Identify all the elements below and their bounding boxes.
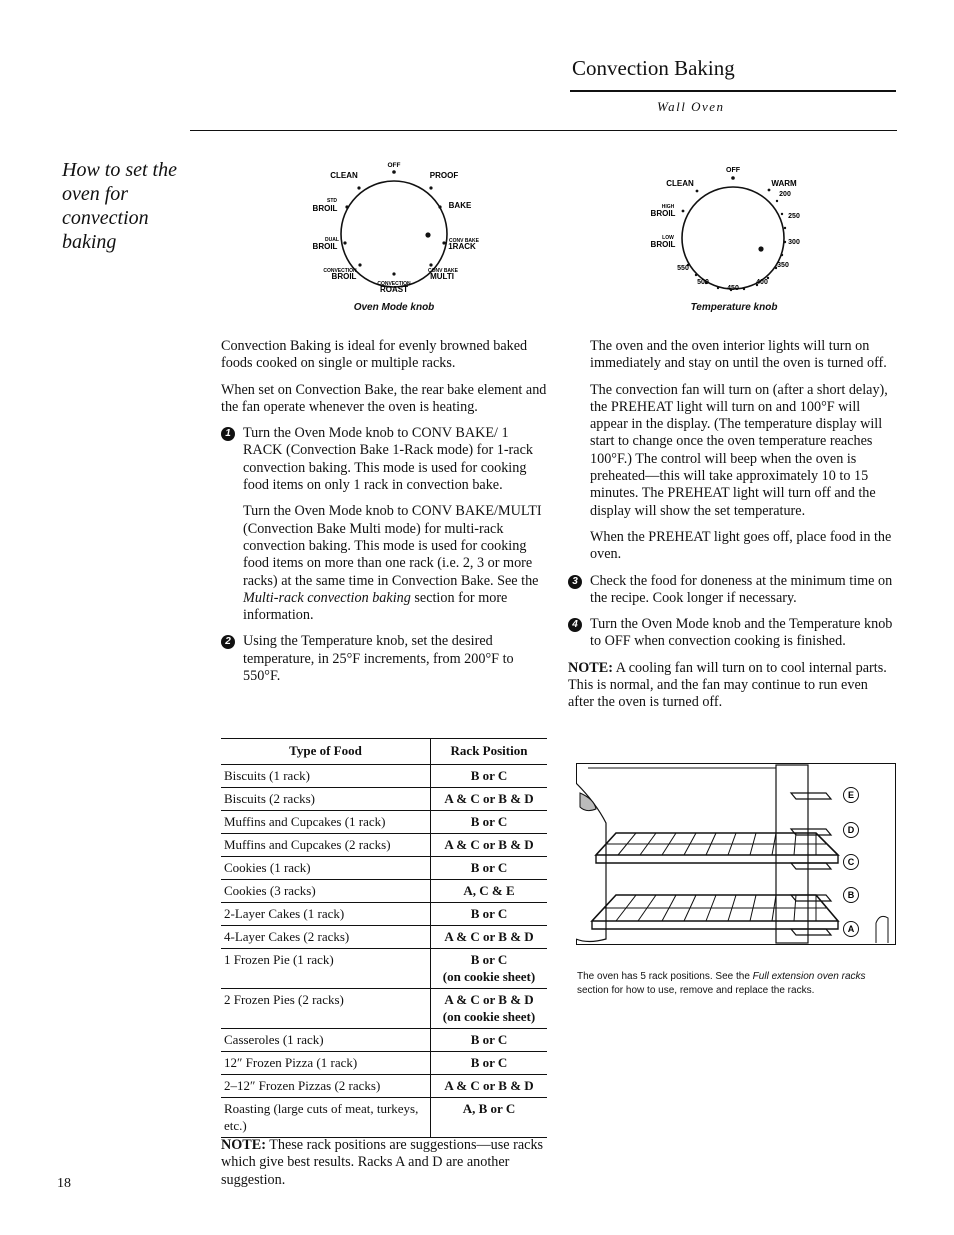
right-paragraph-2: The convection fan will turn on (after a short delay), the PREHEAT light will turn on and 100°F will appear in the display. (The temperature display will start to change once the oven temperature reaches 100°F.) The control will beep when the oven is preheated—this will take approximately 10 to 15 minutes. The PREHEAT light will turn off and the display will show the set temperature. — [590, 381, 888, 519]
note-label: NOTE: — [221, 1137, 266, 1153]
left-note — [221, 1137, 551, 1189]
rack-position-cell — [431, 1075, 548, 1098]
step-number-2: 2 — [221, 635, 235, 649]
temp-label-off: OFF — [726, 167, 740, 174]
page-title: Convection Baking — [572, 56, 735, 80]
right-column — [568, 338, 894, 721]
food-type-cell: Cookies (1 rack) — [221, 857, 431, 880]
temp-label-550: 550 — [677, 265, 689, 272]
temp-label-broil-high: BROIL — [650, 209, 676, 218]
step-4 — [568, 616, 894, 651]
rack-table-body — [221, 765, 547, 1138]
knob-label-roast: ROAST — [380, 285, 408, 294]
rack-position-note: (on cookie sheet) — [442, 1009, 536, 1024]
rack-illustration-caption — [577, 970, 895, 998]
rack-position-value: A & C or B & D — [444, 837, 534, 852]
table-row — [221, 1075, 547, 1098]
knob-label-1rack: 1RACK — [448, 242, 476, 251]
temp-label-400: 400 — [756, 279, 768, 286]
table-row — [221, 857, 547, 880]
temp-label-450: 450 — [727, 285, 739, 292]
table-row — [221, 788, 547, 811]
knob-label-off: OFF — [387, 162, 401, 169]
note-text: These rack positions are suggestions—use racks which give best results. Racks A and D are another suggestion. — [221, 1137, 544, 1188]
knob-label-clean: CLEAN — [330, 171, 358, 180]
step-4-text: Turn the Oven Mode knob and the Temperature knob to OFF when convection cooking is finished. — [590, 616, 893, 650]
temp-label-low: LOW — [662, 235, 674, 241]
rack-caption-start: The oven has 5 rack positions. See the — [577, 971, 753, 982]
rack-position-cell — [431, 949, 548, 989]
food-type-cell: Biscuits (2 racks) — [221, 788, 431, 811]
temperature-knob-caption: Temperature knob — [690, 302, 778, 313]
oven-mode-knob-illustration — [300, 158, 500, 298]
temp-label-200: 200 — [779, 191, 791, 198]
food-type-cell: Muffins and Cupcakes (1 rack) — [221, 811, 431, 834]
table-row — [221, 834, 547, 857]
step-number-3: 3 — [568, 575, 582, 589]
step-1-multi-text — [221, 503, 551, 624]
knob-label-broil: BROIL — [312, 204, 338, 213]
oven-mode-knob-caption: Oven Mode knob — [353, 302, 435, 313]
rack-position-cell — [431, 765, 548, 788]
rack-position-table — [221, 738, 547, 1138]
temp-label-warm: WARM — [771, 179, 797, 188]
page-number: 18 — [57, 1176, 71, 1191]
step-1 — [221, 425, 551, 494]
knob-label-conv-bake-2: CONV BAKE — [427, 268, 459, 274]
rack-position-cell — [431, 989, 548, 1029]
rack-label-c: C — [847, 857, 855, 867]
temp-label-broil-low: BROIL — [650, 240, 676, 249]
rack-label-e: E — [847, 790, 855, 800]
table-row — [221, 880, 547, 903]
food-type-cell: Roasting (large cuts of meat, turkeys, etc.) — [221, 1098, 431, 1138]
rack-position-cell — [431, 1098, 548, 1138]
table-row — [221, 989, 547, 1029]
food-type-cell: Muffins and Cupcakes (2 racks) — [221, 834, 431, 857]
table-row — [221, 811, 547, 834]
rack-position-cell — [431, 834, 548, 857]
table-row — [221, 926, 547, 949]
right-note-text: A cooling fan will turn on to cool internal parts. This is normal, and the fan may continue to run even after the oven is turned off. — [568, 659, 887, 711]
table-row — [221, 1052, 547, 1075]
food-type-cell: Casseroles (1 rack) — [221, 1029, 431, 1052]
knob-label-multi: MULTI — [430, 272, 454, 281]
food-type-cell: 2 Frozen Pies (2 racks) — [221, 989, 431, 1029]
left-column — [221, 338, 551, 694]
rack-position-cell — [431, 811, 548, 834]
knob-label-bake: BAKE — [448, 201, 472, 210]
knob-label-std: STD — [327, 198, 337, 204]
rack-position-cell — [431, 1052, 548, 1075]
rack-position-value: A & C or B & D — [444, 1078, 534, 1093]
rack-position-value: A & C or B & D — [444, 992, 534, 1007]
full-extension-racks-reference: Full extension oven racks — [752, 971, 866, 982]
knob-label-convection-broil: BROIL — [331, 272, 357, 281]
rack-label-d: D — [847, 825, 855, 835]
page-subtitle: Wall Oven — [657, 99, 725, 114]
temperature-knob-illustration — [636, 158, 836, 298]
section-title: How to set the oven for convection baking — [62, 159, 177, 253]
rack-position-cell — [431, 1029, 548, 1052]
step-1-text: Turn the Oven Mode knob to CONV BAKE/ 1 RACK (Convection Bake 1-Rack mode) for 1-rack convection baking. This mode is used for cooking food items on only 1 rack in convection bake. — [243, 425, 533, 494]
rack-position-cell — [431, 788, 548, 811]
table-row — [221, 765, 547, 788]
knob-label-dual: DUAL — [325, 237, 339, 243]
right-note-label: NOTE: — [568, 659, 613, 676]
rack-position-value: B or C — [470, 1032, 508, 1047]
rack-position-cell — [431, 926, 548, 949]
table-row — [221, 949, 547, 989]
step-3 — [568, 573, 894, 608]
table-row — [221, 1029, 547, 1052]
table-row — [221, 1098, 547, 1138]
rack-position-cell — [431, 903, 548, 926]
food-type-cell: 12″ Frozen Pizza (1 rack) — [221, 1052, 431, 1075]
rack-position-cell — [431, 857, 548, 880]
knob-label-conv-bake: CONV BAKE — [448, 238, 480, 244]
food-type-cell: 2-Layer Cakes (1 rack) — [221, 903, 431, 926]
temp-label-500: 500 — [697, 279, 709, 286]
temp-label-300: 300 — [788, 239, 800, 246]
intro-paragraph-2: When set on Convection Bake, the rear bake element and the fan operate whenever the oven is heating. — [221, 381, 547, 415]
step-2 — [221, 633, 551, 685]
rack-position-value: A, C & E — [463, 883, 515, 898]
step-number-4: 4 — [568, 618, 582, 632]
rack-label-b: B — [847, 890, 855, 900]
intro-paragraph-1: Convection Baking is ideal for evenly browned baked foods cooked on single or multiple racks. — [221, 338, 528, 372]
right-paragraph-1: The oven and the oven interior lights will turn on immediately and stay on until the oven is turned off. — [590, 338, 887, 372]
rack-label-a: A — [847, 924, 855, 934]
oven-rack-illustration — [576, 763, 896, 945]
rack-position-value: A & C or B & D — [444, 791, 534, 806]
step-3-text: Check the food for doneness at the minimum time on the recipe. Cook longer if necessary. — [590, 572, 893, 606]
temp-label-high: HIGH — [661, 204, 675, 210]
food-type-cell: 2–12″ Frozen Pizzas (2 racks) — [221, 1075, 431, 1098]
food-type-cell: 4-Layer Cakes (2 racks) — [221, 926, 431, 949]
rack-position-value: A, B or C — [462, 1101, 516, 1116]
table-header-rack-position: Rack Position — [431, 739, 548, 765]
rack-position-value: B or C — [470, 952, 508, 967]
food-type-cell: Cookies (3 racks) — [221, 880, 431, 903]
table-header-food: Type of Food — [221, 739, 431, 765]
rack-position-cell — [431, 880, 548, 903]
food-type-cell: 1 Frozen Pie (1 rack) — [221, 949, 431, 989]
knob-label-convection: CONVECTION — [323, 268, 357, 274]
knob-label-proof: PROOF — [429, 171, 459, 180]
rack-position-note: (on cookie sheet) — [442, 969, 536, 984]
knob-label-broil-dual: BROIL — [312, 242, 338, 251]
table-row — [221, 903, 547, 926]
rack-position-value: B or C — [470, 860, 508, 875]
food-type-cell: Biscuits (1 rack) — [221, 765, 431, 788]
header-rule — [190, 130, 897, 131]
rack-position-value: B or C — [470, 814, 508, 829]
temp-label-350: 350 — [777, 262, 789, 269]
knob-label-convection-2: CONVECTION — [377, 281, 411, 287]
right-paragraph-3: When the PREHEAT light goes off, place food in the oven. — [590, 528, 892, 563]
rack-position-value: B or C — [470, 768, 508, 783]
multi-rack-reference: Multi-rack convection baking — [243, 589, 411, 606]
rack-position-value: B or C — [470, 1055, 508, 1070]
step-1-multi-text-end: section for more information. — [243, 589, 508, 624]
rack-position-value: B or C — [470, 906, 508, 921]
rack-caption-end: section for how to use, remove and replace the racks. — [577, 985, 815, 996]
step-2-text: Using the Temperature knob, set the desired temperature, in 25°F increments, from 200°F to 550°F. — [243, 633, 514, 685]
step-1-multi-text-start: Turn the Oven Mode knob to CONV BAKE/MULTI (Convection Bake Multi mode) for multi-rack convection baking. This mode is used for cooking food items on more than one rack (i.e. 2, 3 or more racks) at the same time in Convection Bake. See the — [243, 503, 542, 589]
step-number-1: 1 — [221, 427, 235, 441]
temp-label-clean: CLEAN — [666, 179, 694, 188]
temp-label-250: 250 — [788, 213, 800, 220]
right-note — [568, 660, 894, 712]
rack-position-value: A & C or B & D — [444, 929, 534, 944]
header-rule-top — [570, 90, 896, 92]
